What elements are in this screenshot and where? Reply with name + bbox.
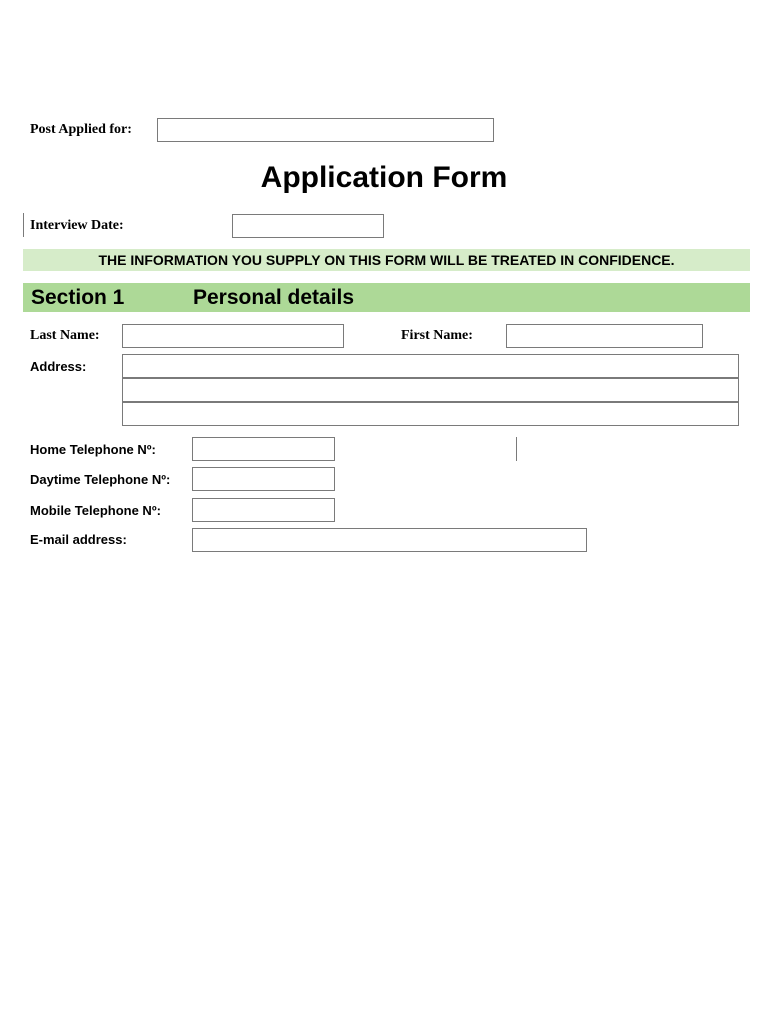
margin-divider <box>23 213 24 237</box>
post-applied-label: Post Applied for: <box>30 122 132 137</box>
last-name-label: Last Name: <box>30 328 100 343</box>
email-input[interactable] <box>192 528 587 552</box>
address-line-2-input[interactable] <box>122 378 739 402</box>
address-line-1-input[interactable] <box>122 354 739 378</box>
section-number: Section 1 <box>31 286 125 309</box>
page-title: Application Form <box>260 161 508 194</box>
address-line-3-input[interactable] <box>122 402 739 426</box>
daytime-telephone-label: Daytime Telephone Nº: <box>30 472 171 487</box>
last-name-input[interactable] <box>122 324 344 348</box>
daytime-telephone-input[interactable] <box>192 467 335 491</box>
interview-date-input[interactable] <box>232 214 384 238</box>
first-name-label: First Name: <box>401 328 473 343</box>
field-divider <box>516 437 517 461</box>
interview-date-label: Interview Date: <box>30 218 124 233</box>
address-label: Address: <box>30 359 87 374</box>
post-applied-input[interactable] <box>157 118 494 142</box>
home-telephone-label: Home Telephone Nº: <box>30 442 156 457</box>
email-label: E-mail address: <box>30 532 127 547</box>
home-telephone-input[interactable] <box>192 437 335 461</box>
mobile-telephone-label: Mobile Telephone Nº: <box>30 503 161 518</box>
section-title: Personal details <box>193 286 355 309</box>
mobile-telephone-input[interactable] <box>192 498 335 522</box>
confidentiality-notice: THE INFORMATION YOU SUPPLY ON THIS FORM WILL BE TREATED IN CONFIDENCE. <box>23 249 750 271</box>
section-header <box>23 283 750 312</box>
first-name-input[interactable] <box>506 324 703 348</box>
